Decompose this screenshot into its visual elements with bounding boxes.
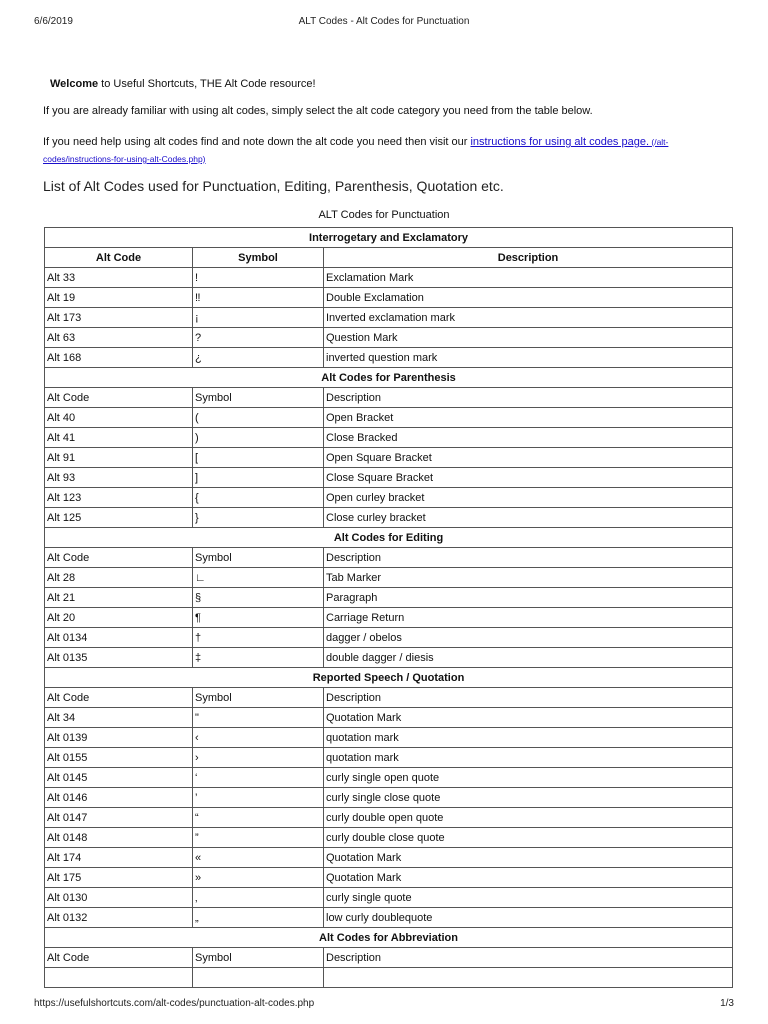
symbol-cell: „ <box>193 908 324 928</box>
print-page-number: 1/3 <box>720 998 734 1009</box>
group-title: Alt Codes for Abbreviation <box>45 928 733 948</box>
alt-code-cell: Alt 0147 <box>45 808 193 828</box>
alt-code-cell: Alt 0134 <box>45 628 193 648</box>
column-header-row <box>45 248 733 268</box>
table-row <box>45 588 733 608</box>
table-row <box>45 888 733 908</box>
alt-code-cell: Alt 0132 <box>45 908 193 928</box>
description-cell: quotation mark <box>324 748 733 768</box>
alt-code-cell: Alt 41 <box>45 428 193 448</box>
description-cell: curly single close quote <box>324 788 733 808</box>
description-cell: Carriage Return <box>324 608 733 628</box>
table-row <box>45 828 733 848</box>
description-cell: Quotation Mark <box>324 848 733 868</box>
alt-code-cell: Alt 34 <box>45 708 193 728</box>
alt-code-cell: Alt 63 <box>45 328 193 348</box>
alt-code-cell: Alt 174 <box>45 848 193 868</box>
alt-codes-table-body <box>45 228 733 988</box>
table-row <box>45 328 733 348</box>
alt-code-header: Alt Code <box>45 248 193 268</box>
symbol-header: Symbol <box>193 548 324 568</box>
table-row <box>45 848 733 868</box>
description-header: Description <box>324 388 733 408</box>
group-title-row <box>45 668 733 688</box>
symbol-header: Symbol <box>193 388 324 408</box>
description-cell: Inverted exclamation mark <box>324 308 733 328</box>
empty-cell <box>193 968 324 988</box>
description-header: Description <box>324 248 733 268</box>
table-row <box>45 908 733 928</box>
table-row <box>45 728 733 748</box>
symbol-header: Symbol <box>193 688 324 708</box>
symbol-cell: ‘ <box>193 768 324 788</box>
symbol-cell: § <box>193 588 324 608</box>
empty-cell <box>324 968 733 988</box>
alt-code-header: Alt Code <box>45 948 193 968</box>
alt-code-cell: Alt 0148 <box>45 828 193 848</box>
alt-code-cell: Alt 21 <box>45 588 193 608</box>
description-cell: Open curley bracket <box>324 488 733 508</box>
symbol-cell: » <box>193 868 324 888</box>
alt-code-cell: Alt 0130 <box>45 888 193 908</box>
print-footer <box>34 998 734 1010</box>
symbol-cell: « <box>193 848 324 868</box>
alt-code-cell: Alt 168 <box>45 348 193 368</box>
instructions-link-label: instructions for using alt codes page. <box>470 136 650 148</box>
symbol-cell: “ <box>193 808 324 828</box>
intro-line-1: If you are already familiar with using alt codes, simply select the alt code category you need from the table below. <box>43 105 593 117</box>
symbol-cell: { <box>193 488 324 508</box>
description-cell: Quotation Mark <box>324 708 733 728</box>
table-row <box>45 808 733 828</box>
alt-code-cell: Alt 0135 <box>45 648 193 668</box>
symbol-cell: ) <box>193 428 324 448</box>
symbol-cell: › <box>193 748 324 768</box>
description-cell: Close Square Bracket <box>324 468 733 488</box>
table-row <box>45 428 733 448</box>
intro-line-2 <box>43 134 713 168</box>
symbol-cell: ’ <box>193 788 324 808</box>
alt-code-cell: Alt 0139 <box>45 728 193 748</box>
print-date: 6/6/2019 <box>34 16 73 27</box>
column-header-row <box>45 548 733 568</box>
symbol-cell: ‼ <box>193 288 324 308</box>
symbol-cell: [ <box>193 448 324 468</box>
table-row <box>45 568 733 588</box>
group-title: Alt Codes for Parenthesis <box>45 368 733 388</box>
symbol-header: Symbol <box>193 948 324 968</box>
table-row <box>45 628 733 648</box>
table-row <box>45 648 733 668</box>
table-row <box>45 768 733 788</box>
table-row <box>45 488 733 508</box>
group-title-row <box>45 228 733 248</box>
description-cell: curly double open quote <box>324 808 733 828</box>
description-header: Description <box>324 948 733 968</box>
welcome-text: to Useful Shortcuts, THE Alt Code resource! <box>98 78 316 90</box>
table-row <box>45 448 733 468</box>
symbol-cell: ” <box>193 828 324 848</box>
alt-code-cell: Alt 0145 <box>45 768 193 788</box>
table-row <box>45 608 733 628</box>
group-title: Interrogetary and Exclamatory <box>45 228 733 248</box>
print-header <box>34 16 734 30</box>
alt-code-cell: Alt 123 <box>45 488 193 508</box>
alt-code-cell: Alt 33 <box>45 268 193 288</box>
table-row <box>45 408 733 428</box>
description-cell: Quotation Mark <box>324 868 733 888</box>
table-row <box>45 788 733 808</box>
description-cell: Open Square Bracket <box>324 448 733 468</box>
welcome-line <box>50 78 316 90</box>
alt-code-header: Alt Code <box>45 548 193 568</box>
symbol-cell: ‚ <box>193 888 324 908</box>
description-cell: dagger / obelos <box>324 628 733 648</box>
description-header: Description <box>324 688 733 708</box>
table-row <box>45 868 733 888</box>
description-cell: Double Exclamation <box>324 288 733 308</box>
alt-code-header: Alt Code <box>45 388 193 408</box>
description-cell: low curly doublequote <box>324 908 733 928</box>
symbol-cell: ? <box>193 328 324 348</box>
alt-code-cell: Alt 19 <box>45 288 193 308</box>
column-header-row <box>45 388 733 408</box>
group-title: Reported Speech / Quotation <box>45 668 733 688</box>
symbol-cell: ¡ <box>193 308 324 328</box>
table-row <box>45 708 733 728</box>
description-header: Description <box>324 548 733 568</box>
symbol-header: Symbol <box>193 248 324 268</box>
description-cell: inverted question mark <box>324 348 733 368</box>
alt-code-cell: Alt 28 <box>45 568 193 588</box>
alt-code-cell: Alt 40 <box>45 408 193 428</box>
symbol-cell: † <box>193 628 324 648</box>
intro-line-2-text: If you need help using alt codes find and note down the alt code you need then visit our <box>43 136 471 148</box>
table-row <box>45 308 733 328</box>
description-cell: Exclamation Mark <box>324 268 733 288</box>
symbol-cell: ( <box>193 408 324 428</box>
symbol-cell: ∟ <box>193 568 324 588</box>
description-cell: curly double close quote <box>324 828 733 848</box>
alt-code-cell: Alt 20 <box>45 608 193 628</box>
symbol-cell: ‹ <box>193 728 324 748</box>
column-header-row <box>45 688 733 708</box>
table-row <box>45 468 733 488</box>
table-row <box>45 508 733 528</box>
print-url: https://usefulshortcuts.com/alt-codes/punctuation-alt-codes.php <box>34 998 315 1009</box>
symbol-cell: ] <box>193 468 324 488</box>
description-cell: Close curley bracket <box>324 508 733 528</box>
symbol-cell: " <box>193 708 324 728</box>
description-cell: double dagger / diesis <box>324 648 733 668</box>
alt-code-cell: Alt 91 <box>45 448 193 468</box>
alt-code-cell: Alt 0146 <box>45 788 193 808</box>
group-title-row <box>45 528 733 548</box>
description-cell: Close Bracked <box>324 428 733 448</box>
alt-codes-table <box>44 227 733 988</box>
table-row <box>45 748 733 768</box>
alt-code-cell: Alt 175 <box>45 868 193 888</box>
alt-code-cell: Alt 173 <box>45 308 193 328</box>
table-caption: ALT Codes for Punctuation <box>318 209 450 221</box>
group-title-row <box>45 928 733 948</box>
description-cell: Tab Marker <box>324 568 733 588</box>
description-cell: quotation mark <box>324 728 733 748</box>
alt-code-cell: Alt 0155 <box>45 748 193 768</box>
description-cell: curly single quote <box>324 888 733 908</box>
symbol-cell: ! <box>193 268 324 288</box>
list-heading: List of Alt Codes used for Punctuation, Editing, Parenthesis, Quotation etc. <box>43 178 504 194</box>
group-title: Alt Codes for Editing <box>45 528 733 548</box>
welcome-bold: Welcome <box>50 78 99 90</box>
instructions-link-path: (/alt-codes/instructions-for-using-alt-Codes.php) <box>43 137 669 164</box>
table-row <box>45 268 733 288</box>
table-row <box>45 288 733 308</box>
symbol-cell: } <box>193 508 324 528</box>
description-cell: Question Mark <box>324 328 733 348</box>
column-header-row <box>45 948 733 968</box>
alt-code-cell: Alt 125 <box>45 508 193 528</box>
description-cell: curly single open quote <box>324 768 733 788</box>
symbol-cell: ‡ <box>193 648 324 668</box>
alt-code-cell: Alt 93 <box>45 468 193 488</box>
print-page-title: ALT Codes - Alt Codes for Punctuation <box>298 16 470 27</box>
description-cell: Paragraph <box>324 588 733 608</box>
empty-cell <box>45 968 193 988</box>
symbol-cell: ¿ <box>193 348 324 368</box>
symbol-cell: ¶ <box>193 608 324 628</box>
alt-code-header: Alt Code <box>45 688 193 708</box>
table-row <box>45 968 733 988</box>
description-cell: Open Bracket <box>324 408 733 428</box>
group-title-row <box>45 368 733 388</box>
table-row <box>45 348 733 368</box>
